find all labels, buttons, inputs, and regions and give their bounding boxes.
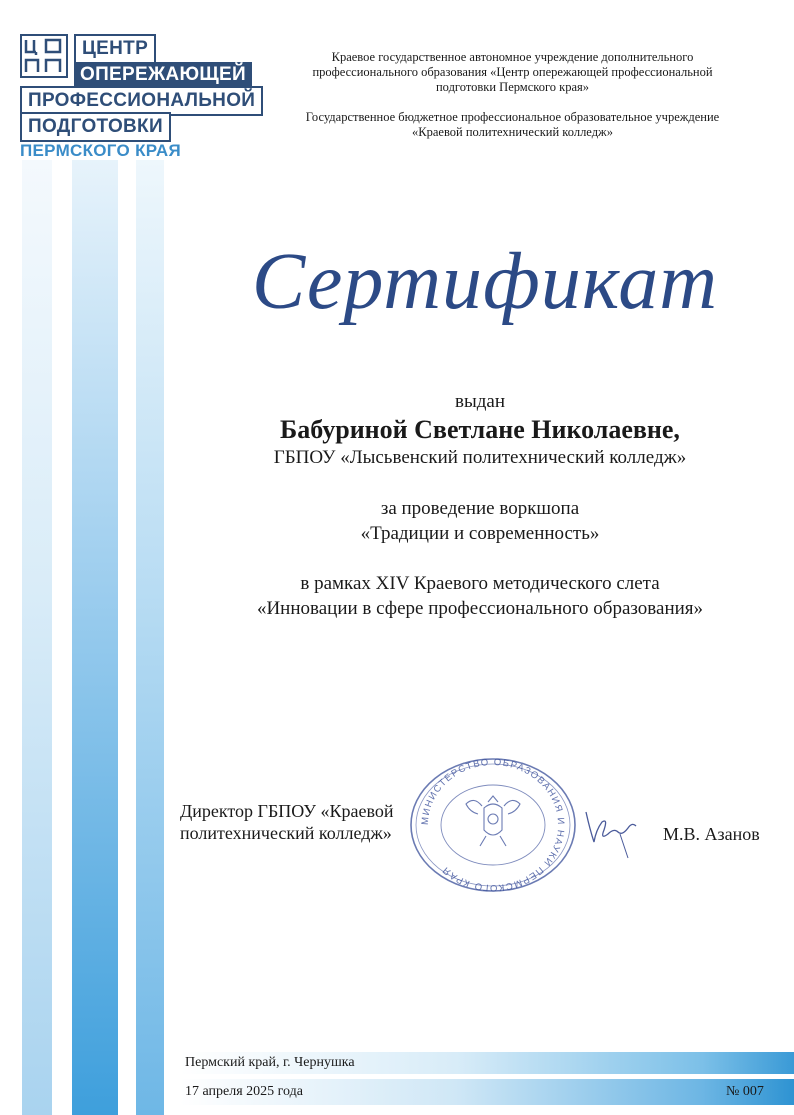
svg-text:МИНИСТЕРСТВО ОБРАЗОВАНИЯ И НАУ: МИНИСТЕРСТВО ОБРАЗОВАНИЯ И НАУКИ ПЕРМСКОГО КРАЯ (419, 756, 567, 894)
header-org-1: Краевое государственное автономное учреждение дополнительного профессионального образования «Центр опережающей профессиональной подготовки Пермского края» (312, 50, 713, 94)
decor-stripe-1 (22, 160, 52, 1115)
workshop-name: «Традиции и современность» (360, 523, 600, 544)
logo-line-4: ПОДГОТОВКИ (20, 112, 171, 142)
decor-stripe-2 (72, 160, 118, 1115)
header-org-2: Государственное бюджетное профессиональное образовательное учреждение «Краевой политехнический колледж» (305, 110, 720, 139)
issued-label: выдан (454, 391, 505, 412)
event-intro: в рамках XIV Краевого методического слета (300, 573, 660, 594)
recipient-name: Бабуриной Светлане Николаевне, (280, 415, 680, 444)
logo-line-1: ЦЕНТР (74, 34, 156, 64)
logo-line-5: ПЕРМСКОГО КРАЯ (20, 141, 181, 160)
copp-logo-mark-icon (20, 34, 68, 78)
footer-place: Пермский край, г. Чернушка (185, 1055, 355, 1070)
signatory-name: М.В. Азанов (663, 824, 760, 844)
handwritten-signature-icon (580, 800, 640, 862)
signatory-title: Директор ГБПОУ «Краевой политехнический колледж» (180, 801, 394, 843)
reason-label: за проведение воркшопа (380, 498, 580, 519)
recipient-org: ГБПОУ «Лысьвенский политехнический колледж» (273, 447, 687, 468)
footer-date: 17 апреля 2025 года (185, 1084, 303, 1099)
logo-line-3: ПРОФЕССИОНАЛЬНОЙ (20, 86, 263, 116)
certificate-number: № 007 (726, 1084, 764, 1099)
event-name: «Инновации в сфере профессионального образования» (256, 598, 704, 619)
logo-line-2: ОПЕРЕЖАЮЩЕЙ (74, 62, 252, 88)
decor-stripe-3 (136, 160, 164, 1115)
certificate-title: Сертификат (251, 238, 719, 326)
official-stamp-icon (404, 756, 582, 894)
